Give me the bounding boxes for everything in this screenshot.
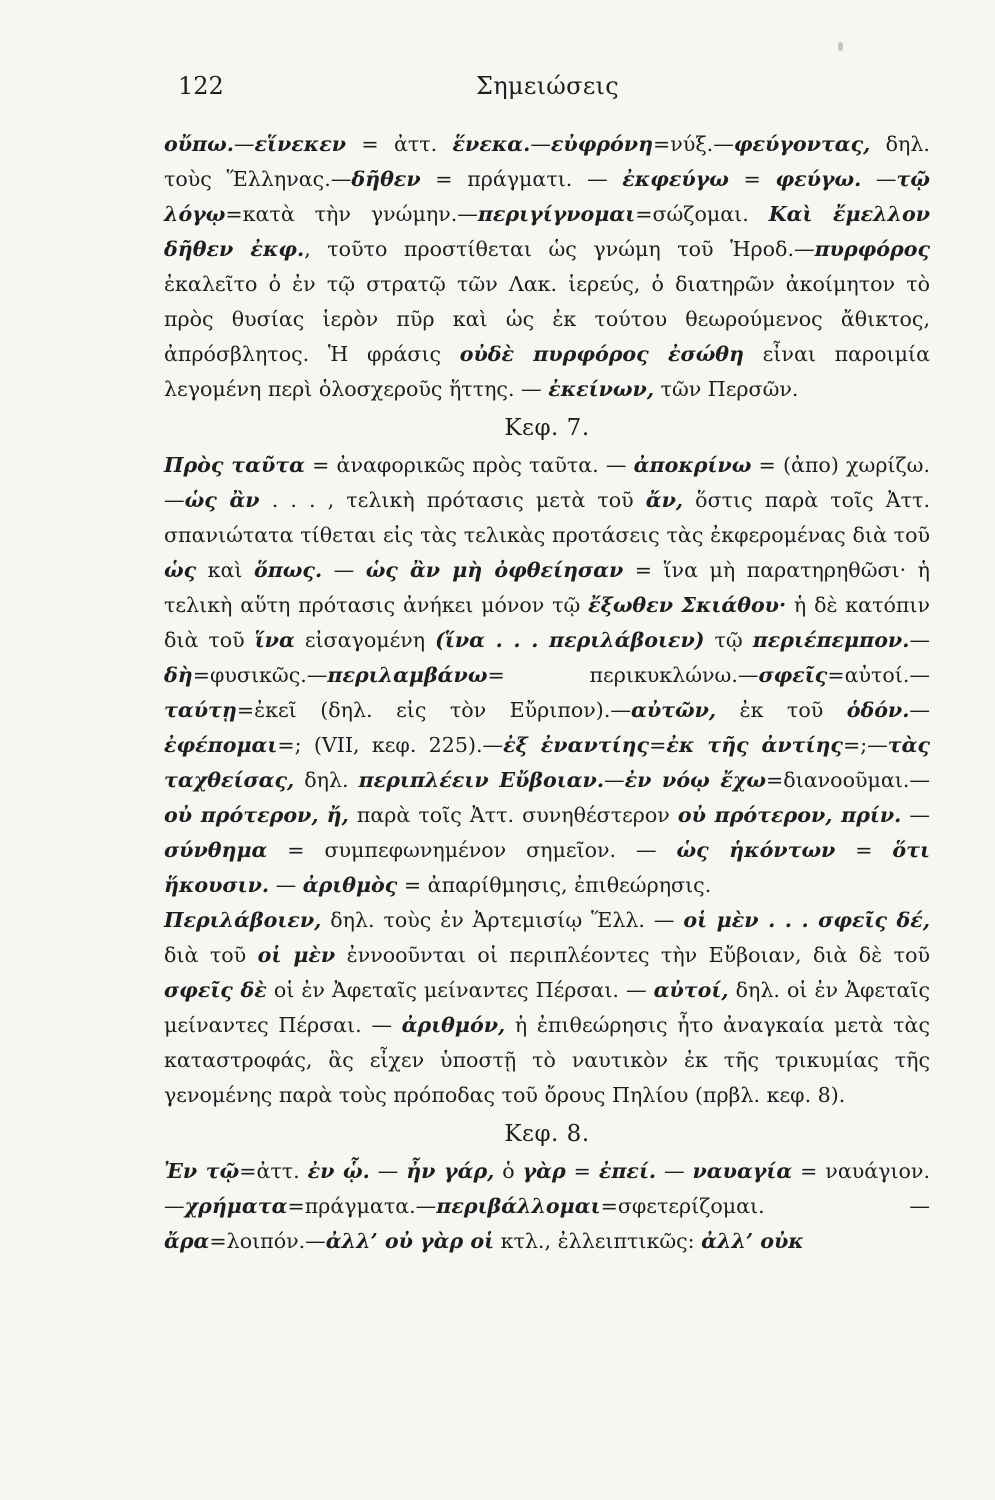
gloss-text: ἡ ἐπιθεώρησις ἦτο ἀναγκαία μετὰ τὰς καταστροφάς, ἃς εἶχεν ὑποστῇ τὸ ναυτικὸν ἐκ τῆς τρικυμίας τῆς γενομένης παρὰ τοὺς πρόποδας τοῦ ὄρους Πηλίου (πρβλ. κεφ. 8). [164,1013,930,1107]
lemma-term: σφεῖς [758,663,828,687]
gloss-text: =σώζομαι. [635,202,769,226]
lemma-term: οὐ πρότερον, [164,803,319,827]
lemma-term: ἤ, [326,803,349,827]
note-paragraph [164,903,930,1113]
lemma-term: γὰρ [522,1159,566,1183]
gloss-text: διὰ τοῦ [164,943,258,967]
gloss-text: = πράγματι. — [420,167,623,191]
lemma-term: Περιλάβοιεν, [164,908,322,932]
lemma-term: ἐκφεύγω [622,167,729,191]
lemma-term: εἵνεκεν [254,132,347,156]
gloss-text: — [269,873,303,897]
gloss-text: δηλ. τοὺς ἐν Ἀρτεμισίῳ Ἕλλ. — [321,908,684,932]
chapter-heading: Κεφ. 7. [504,415,590,441]
lemma-term: δῆθεν [351,167,421,191]
gloss-text: =λοιπόν.— [209,1229,326,1253]
gloss-text: . . . , τελικὴ πρότασις μετὰ τοῦ [259,488,646,512]
gloss-text: = ναυάγιον.— [164,1159,930,1218]
lemma-term: ἐφέπομαι [164,733,278,757]
lemma-term: Ἐν τῷ [164,1159,240,1183]
note-paragraph [164,1154,930,1259]
lemma-term: ἄν, [645,488,684,512]
gloss-text: = [728,167,776,191]
lemma-term: ἐξ ἐναντίης [503,733,650,757]
gloss-text: — [369,1159,407,1183]
gloss-text: = ἀπαρίθμησις, ἐπιθεώρησις. [397,873,712,897]
lemma-term: ταύτῃ [164,698,237,722]
lemma-term: Καὶ ἔμελλον δῆθεν ἐκφ. [164,202,930,261]
gloss-text: — [233,132,255,156]
ink-spot [838,42,843,51]
lemma-term: τὰς ταχθείσας, [164,733,931,792]
lemma-term: ὡς ἂν [184,488,260,512]
gloss-text: εἰσαγομένη [294,628,436,652]
lemma-term: ἐκ τῆς ἀντίης [666,733,843,757]
lemma-term: πυρφόρος [814,237,930,261]
lemma-term: Πρὸς ταῦτα [164,453,305,477]
gloss-text: = ἵνα μὴ παρατηρηθῶσι· ἡ τελικὴ αὕτη πρότασις ἀνήκει μόνον τῷ [164,558,930,617]
lemma-term: ἀριθμὸς [302,873,398,897]
gloss-text: = [835,838,893,862]
gloss-text: — [901,803,931,827]
lemma-term: περιβάλλομαι [436,1194,601,1218]
gloss-text: δηλ. τοὺς Ἕλληνας.— [164,132,930,191]
gloss-text: — [604,768,625,792]
gloss-text: =ἐκεῖ (δηλ. εἰς τὸν Εὔριπον).— [236,698,631,722]
gloss-text: =νύξ.— [653,132,734,156]
lemma-term: περιέπεμπον. [752,628,910,652]
gloss-text: — [909,628,930,652]
gloss-text: = περικυκλώνω.— [487,663,759,687]
gloss-text: ὁ [494,1159,523,1183]
gloss-text: δηλ. [294,768,359,792]
gloss-text: καὶ [196,558,254,582]
lemma-term: δὴ [164,663,193,687]
lemma-term: οἱ μὲν [257,943,336,967]
lemma-term: ὅτι ἥκουσιν. [164,838,930,897]
lemma-term: ὁδόν. [846,698,910,722]
gloss-text: ἐκ τοῦ [716,698,847,722]
lemma-term: ἄρα [164,1229,210,1253]
note-paragraph [164,127,930,407]
gloss-text: ἐκαλεῖτο ὁ ἐν τῷ στρατῷ τῶν Λακ. ἱερεύς, ὁ διατηρῶν ἀκοίμητον τὸ πρὸς θυσίας ἱερὸν πῦρ καὶ ὡς ἐκ τούτου θεωρούμενος ἄθικτος, ἀπρόσβλητος. Ἡ φράσις [164,272,930,366]
lemma-term: οὐ πρότερον, πρίν. [677,803,902,827]
lemma-term: ἐπεί. [598,1159,657,1183]
gloss-text: =διανοοῦμαι.— [766,768,930,792]
lemma-term: οὔπω. [164,132,234,156]
lemma-term: (ἵνα . . . περιλάβοιεν) [435,628,705,652]
lemma-term: περιλαμβάνω [327,663,488,687]
gloss-text: =κατὰ τὴν γνώμην.— [225,202,478,226]
lemma-term: ὅπως. [253,558,323,582]
gloss-text: εἶναι παροιμία λεγομένη περὶ ὁλοσχεροῦς ἥττης. — [164,342,930,401]
gloss-text: — [909,698,930,722]
gloss-text: δηλ. οἱ ἐν Ἀφεταῖς μείναντες Πέρσαι. — [164,978,930,1037]
gloss-text: = ἀναφορικῶς πρὸς ταῦτα. — [304,453,634,477]
lemma-term: οὐδὲ πυρφόρος ἐσώθη [459,342,745,366]
lemma-term: φεύγω. [775,167,862,191]
lemma-term: ἀριθμόν, [401,1013,506,1037]
gloss-text [319,803,327,827]
page-number: 122 [178,72,224,100]
notes-text-body [164,127,930,1259]
gloss-text: τῷ [704,628,753,652]
gloss-text: τῶν Περσῶν. [654,377,799,401]
gloss-text: =πράγματα.— [287,1194,437,1218]
lemma-term: φεύγοντας, [733,132,871,156]
lemma-term: ἀποκρίνω [633,453,752,477]
gloss-text: — [530,132,551,156]
note-paragraph [164,448,930,903]
lemma-term: ἐν νόῳ ἔχω [624,768,767,792]
lemma-term: εὐφρόνη [550,132,654,156]
gloss-text: =φυσικῶς.— [192,663,328,687]
lemma-term: περιγίγνομαι [477,202,636,226]
lemma-term: ὡς [164,558,197,582]
gloss-text: , τοῦτο προστίθεται ὡς γνώμη τοῦ Ἡροδ.— [304,237,815,261]
gloss-text: — [656,1159,693,1183]
gloss-text: =σφετερίζομαι. — [600,1194,930,1218]
lemma-term: τῷ λόγῳ [164,167,930,226]
lemma-term: ἐν ᾧ. [307,1159,370,1183]
gloss-text: =αὐτοί.— [827,663,930,687]
gloss-text: = [649,733,667,757]
gloss-text: =;— [842,733,888,757]
lemma-term: περιπλέειν Εὔβοιαν. [358,768,604,792]
gloss-text: = ἀττ. [346,132,453,156]
lemma-term: ὡς ἂν μὴ ὀφθείησαν [365,558,624,582]
lemma-term: ἀλλ’ οὐ γὰρ οἱ [325,1229,495,1253]
gloss-text: = συμπεφωνημένον σημεῖον. — [267,838,677,862]
lemma-term: ἦν γάρ, [406,1159,495,1183]
gloss-text: — [861,167,897,191]
gloss-text: = [565,1159,599,1183]
page-header [178,72,917,108]
lemma-term: ὡς ἡκόντων [676,838,836,862]
lemma-term: σφεῖς δὲ [164,978,267,1002]
lemma-term: σύνθημα [164,838,268,862]
gloss-text: οἱ ἐν Ἀφεταῖς μείναντες Πέρσαι. — [266,978,654,1002]
lemma-term: αὐτῶν, [630,698,717,722]
gloss-text: ἐννοοῦνται οἱ περιπλέοντες τὴν Εὔβοιαν, διὰ δὲ τοῦ [335,943,930,967]
gloss-text: ὅστις παρὰ τοῖς Ἀττ. σπανιώτατα τίθεται εἰς τὰς τελικὰς προτάσεις τὰς ἐκφερομένας διὰ τοῦ [164,488,930,547]
gloss-text: κτλ., ἐλλειπτικῶς: [494,1229,702,1253]
lemma-term: ἔξωθεν Σκιάθου· [588,593,787,617]
lemma-term: ἕνεκα. [452,132,531,156]
lemma-term: ἐκείνων, [548,377,654,401]
lemma-term: οἱ μὲν . . . σφεῖς δέ, [683,908,930,932]
gloss-text: = (ἀπο) χωρίζω.— [164,453,930,512]
lemma-term: αὐτοί, [653,978,729,1002]
lemma-term: χρήματα [184,1194,288,1218]
lemma-term: ἀλλ’ οὐκ [701,1229,804,1253]
gloss-text: =; (VII, κεφ. 225).— [277,733,504,757]
gloss-text: ἡ δὲ κατόπιν διὰ τοῦ [164,593,931,652]
gloss-text: παρὰ τοῖς Ἀττ. συνηθέστερον [348,803,678,827]
running-title: Σημειώσεις [475,72,620,100]
lemma-term: ναυαγία [692,1159,793,1183]
gloss-text: — [322,558,366,582]
chapter-heading: Κεφ. 8. [504,1121,590,1147]
lemma-term: ἵνα [254,628,295,652]
gloss-text: =ἀττ. [239,1159,308,1183]
